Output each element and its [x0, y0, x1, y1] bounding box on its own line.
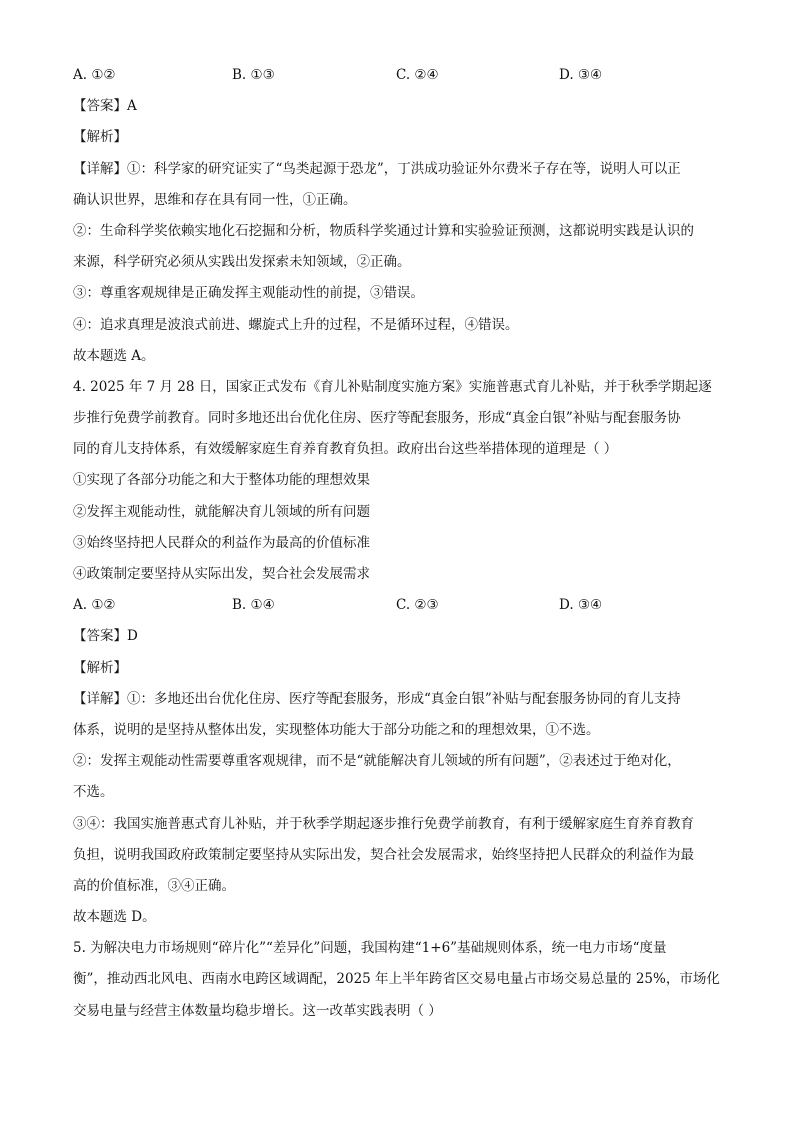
q3-analysis-label: 【解析】	[73, 129, 127, 146]
q3-detail-line: 【详解】①：科学家的研究证实了“鸟类起源于恐龙”，丁洪成功验证外尔费米子存在等，说明人可以正	[73, 160, 681, 177]
q3-detail-line: ②：生命科学奖依赖实地化石挖掘和分析，物质科学奖通过计算和实验验证预测，这都说明实践是认识的	[73, 222, 694, 239]
q4-option-a: A. ①②	[73, 597, 116, 614]
q3-detail-line: ③：尊重客观规律是正确发挥主观能动性的前提，③错误。	[73, 285, 424, 302]
q3-conclusion: 故本题选 A。	[73, 347, 155, 364]
q4-stem-line: 4. 2025 年 7 月 28 日，国家正式发布《育儿补贴制度实施方案》实施普惠式育儿补贴，并于秋季学期起逐	[73, 378, 712, 395]
q4-statement-1: ①实现了各部分功能之和大于整体功能的理想效果	[73, 472, 370, 489]
q4-stem-line: 步推行免费学前教育。同时多地还出台优化住房、医疗等配套服务，形成“真金白银”补贴与配套服务协	[73, 410, 681, 427]
q4-detail-line: ②：发挥主观能动性需要尊重客观规律，而不是“就能解决育儿领域的所有问题”，②表述过于绝对化，	[73, 753, 681, 770]
q3-detail-line: ④：追求真理是波浪式前进、螺旋式上升的过程，不是循环过程，④错误。	[73, 316, 519, 333]
q3-answer: 【答案】A	[73, 98, 137, 115]
q3-detail-line: 确认识世界，思维和存在具有同一性，①正确。	[73, 191, 357, 208]
q4-options-row	[73, 594, 723, 625]
q5-stem-line: 交易电量与经营主体数量均稳步增长。这一改革实践表明（ ）	[73, 1002, 442, 1019]
q4-option-b: B. ①④	[232, 597, 275, 614]
q4-answer: 【答案】D	[73, 628, 138, 645]
q4-detail-line: 体系，说明的是坚持从整体出发，实现整体功能大于部分功能之和的理想效果，①不选。	[73, 721, 600, 738]
q3-detail-line: 来源，科学研究必须从实践出发探索未知领域，②正确。	[73, 254, 411, 271]
q4-stem-line: 同的育儿支持体系，有效缓解家庭生育养育教育负担。政府出台这些举措体现的道理是（ ）	[73, 441, 618, 458]
q3-options-row	[73, 64, 723, 95]
q4-detail-line: ③④：我国实施普惠式育儿补贴，并于秋季学期起逐步推行免费学前教育，有利于缓解家庭生育养育教育	[73, 815, 694, 832]
q3-option-b: B. ①③	[232, 67, 275, 83]
q4-statement-2: ②发挥主观能动性，就能解决育儿领域的所有问题	[73, 503, 370, 520]
q4-analysis-label: 【解析】	[73, 659, 127, 676]
q4-detail-line: 负担，说明我国政府政策制定要坚持从实际出发，契合社会发展需求，始终坚持把人民群众的利益作为最	[73, 846, 694, 863]
q4-detail-line: 【详解】①：多地还出台优化住房、医疗等配套服务，形成“真金白银”补贴与配套服务协同的育儿支持	[73, 690, 681, 707]
q4-detail-line: 不选。	[73, 784, 114, 801]
q3-option-c: C. ②④	[396, 67, 439, 83]
q5-stem-line: 衡”，推动西北风电、西南水电跨区域调配，2025 年上半年跨省区交易电量占市场交易总量的 25%，市场化	[73, 971, 720, 988]
q3-option-a: A. ①②	[73, 67, 116, 83]
q4-option-c: C. ②③	[396, 597, 439, 614]
q4-statement-3: ③始终坚持把人民群众的利益作为最高的价值标准	[73, 534, 370, 551]
q4-detail-line: 高的价值标准，③④正确。	[73, 877, 235, 894]
q4-statement-4: ④政策制定要坚持从实际出发，契合社会发展需求	[73, 566, 370, 582]
q3-option-d: D. ③④	[559, 67, 603, 83]
q5-stem-line: 5. 为解决电力市场规则“碎片化”“差异化”问题，我国构建“1+6”基础规则体系，统一电力市场“度量	[73, 940, 667, 957]
document-page	[73, 64, 723, 1031]
q4-option-d: D. ③④	[559, 597, 603, 614]
q4-conclusion: 故本题选 D。	[73, 909, 156, 926]
